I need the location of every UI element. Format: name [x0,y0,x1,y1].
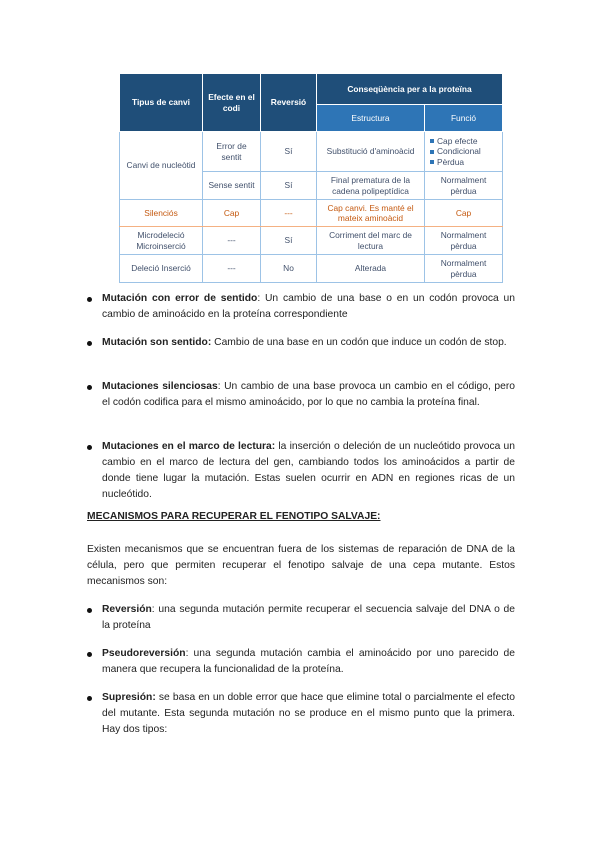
bullet-icon [87,608,92,613]
bullet-text: se basa en un doble error que hace que elimine total o parcialmente el efecto del mutante. Esta segunda mutación no se produce en el mismo punto que la primera. Hay dos tipos: [102,692,515,735]
cell-estructura: Substitució d'aminoàcid [317,132,425,172]
cell-efecte: Cap [203,200,261,227]
list-item: Condicional [430,146,499,157]
bullet-icon [87,696,92,701]
bullet-icon [87,385,92,390]
header-funcio: Funció [425,105,503,132]
cell-funcio [425,132,503,172]
header-reversio: Reversió [261,74,317,132]
bullet-text: : Un cambio de una base provoca un cambio en el código, pero el codón codifica para el mismo aminoácido, por lo que no cambia la proteína final. [102,381,515,408]
table-row [120,132,503,172]
bullet-icon [87,652,92,657]
cell-funcio: Normalment pèrdua [425,255,503,283]
cell-efecte: Sense sentit [203,172,261,200]
cell-estructura: Cap canvi. Es manté el mateix aminoàcid [317,200,425,227]
cell-reversio: --- [261,200,317,227]
cell-estructura: Alterada [317,255,425,283]
bullet-term: Pseudoreversión [102,648,186,659]
list-item [87,439,515,503]
list-item [87,335,515,351]
list-item: Pèrdua [430,157,499,168]
bullet-text: : Un cambio de una base o en un codón provoca un cambio de aminoácido en la proteína correspondiente [102,293,516,320]
cell-tipus: Deleció Inserció [120,255,203,283]
bullet-term: Mutaciones silenciosas [102,381,218,392]
cell-estructura: Final prematura de la cadena polipeptídica [317,172,425,200]
cell-reversio: No [261,255,317,283]
cell-efecte: --- [203,255,261,283]
header-consequencia: Conseqüència per a la proteïna [317,74,503,105]
header-estructura: Estructura [317,105,425,132]
bullet-icon [87,341,92,346]
header-tipus: Tipus de canvi [120,74,203,132]
square-bullet-icon [430,150,434,154]
mutation-table [119,73,502,283]
bullet-text: Cambio de una base en un codón que induce un codón de stop. [211,337,507,348]
bullet-icon [87,445,92,450]
table-row [120,255,503,283]
bullet-term: Mutación con error de sentido [102,293,258,304]
list-item [87,379,515,411]
cell-reversio: Sí [261,132,317,172]
table-row [120,227,503,255]
bullet-term: Supresión: [102,692,156,703]
cell-tipus-nucleotid: Canvi de nucleòtid [120,132,203,200]
bullet-text: la inserción o deleción de un nucleótido provoca un cambio en el marco de lectura del gen, cambiando todos los aminoácidos a partir de donde tiene lugar la mutación. Estas suelen ocurrir en ADN en regiones ricas de un nucleótido. [102,441,515,500]
list-item [87,291,515,323]
intro-paragraph: Existen mecanismos que se encuentran fuera de los sistemas de reparación de DNA de la célula, pero que permiten recuperar el fenotipo salvaje de una cepa mutante. Estos mecanismos son: [87,544,515,587]
table-row [120,200,503,227]
cell-reversio: Sí [261,172,317,200]
cell-efecte: Error de sentit [203,132,261,172]
bullet-term: Reversión [102,604,152,615]
square-bullet-icon [430,139,434,143]
section-heading: MECANISMOS PARA RECUPERAR EL FENOTIPO SALVAJE: [87,511,381,522]
square-bullet-icon [430,160,434,164]
bullet-term: Mutación son sentido: [102,337,212,348]
list-item [87,646,515,678]
cell-tipus: Silenciós [120,200,203,227]
list-item: Cap efecte [430,136,499,147]
cell-funcio: Normalment pèrdua [425,172,503,200]
header-efecte: Efecte en el codi [203,74,261,132]
list-item [87,690,515,738]
bullet-text: : una segunda mutación cambia el aminoácido por uno parecido de manera que recupera la funcionalidad de la proteína. [102,648,515,675]
cell-tipus: Microdeleció Microinserció [120,227,203,255]
cell-funcio: Normalment pèrdua [425,227,503,255]
funcio-list [428,136,499,168]
cell-funcio: Cap [425,200,503,227]
bullet-text: : una segunda mutación permite recuperar el secuencia salvaje del DNA o de la proteína [102,604,515,631]
cell-efecte: --- [203,227,261,255]
cell-reversio: Sí [261,227,317,255]
bullet-icon [87,297,92,302]
list-item [87,602,515,634]
bullet-term: Mutaciones en el marco de lectura: [102,441,276,452]
cell-estructura: Corriment del marc de lectura [317,227,425,255]
